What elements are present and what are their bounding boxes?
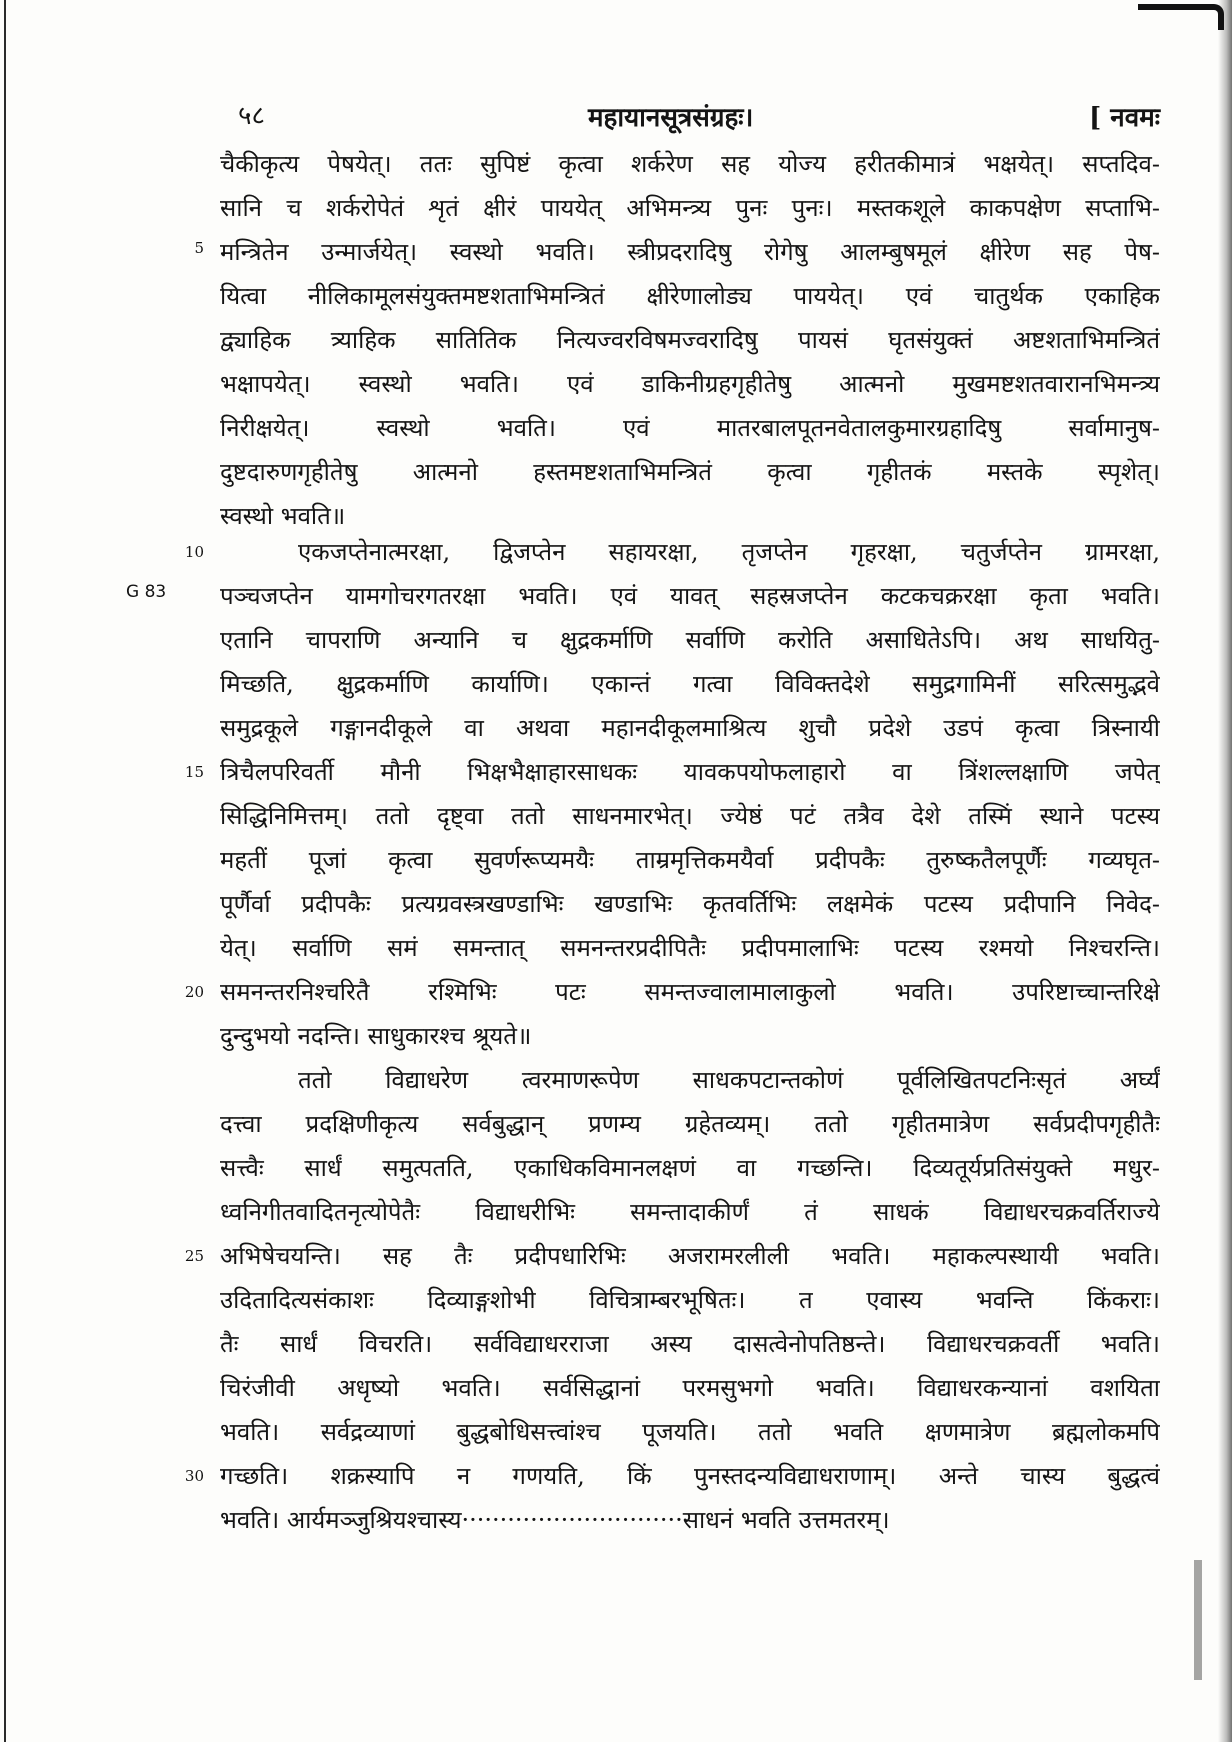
text-line: दुष्टदारुणगृहीतेषु आत्मनो हस्तमष्टशताभिमन्त्रितं कृत्वा गृहीतकं मस्तके स्पृशेत्। <box>220 458 1160 486</box>
text-line: दुन्दुभयो नदन्ति। साधुकारश्च श्रूयते॥ <box>220 1022 532 1050</box>
page-number: ५८ <box>238 101 266 131</box>
text-line: निरीक्षयेत्। स्वस्थो भवति। एवं मातरबालपूतनवेतालकुमारग्रहादिषु सर्वामानुष- <box>220 414 1160 442</box>
section-label: [ नवमः <box>1088 103 1160 133</box>
line-number-10: 10 <box>184 543 204 561</box>
text-line: ततो विद्याधरेण त्वरमाणरूपेण साधकपटान्तकोणं पूर्वलिखितपटनिःसृतं अर्घ्यं <box>298 1066 1160 1094</box>
text-line: महतीं पूजां कृत्वा सुवर्णरूप्यमयैः ताम्रमृत्तिकमयैर्वा प्रदीपकैः तुरुष्कतैलपूर्णैः गव्यघृत- <box>220 846 1160 874</box>
folio-reference: G 83 <box>126 582 167 602</box>
line-number-30: 30 <box>184 1467 204 1485</box>
text-line: त्रिचैलपरिवर्ती मौनी भिक्षभैक्षाहारसाधकः यावकपयोफलाहारो वा त्रिंशल्लक्षाणि जपेत् <box>220 758 1160 786</box>
scan-left-border <box>4 0 6 1742</box>
text-line: स्वस्थो भवति॥ <box>220 502 346 530</box>
text-line: भवति। सर्वद्रव्याणां बुद्धबोधिसत्त्वांश्च पूजयति। ततो भवति क्षणमात्रेण ब्रह्मलोकमपि <box>220 1418 1160 1446</box>
text-line: चिरंजीवी अधृष्यो भवति। सर्वसिद्धानां परमसुभगो भवति। विद्याधरकन्यानां वशयिता <box>220 1374 1160 1402</box>
text-line: सिद्धिनिमित्तम्। ततो दृष्ट्वा ततो साधनमारभेत्। ज्येष्ठं पटं तत्रैव देशे तस्मिं स्थाने पटस्य <box>220 802 1160 830</box>
text-line: मन्त्रितेन उन्मार्जयेत्। स्वस्थो भवति। स्त्रीप्रदरादिषु रोगेषु आलम्बुषमूलं क्षीरेण सह पेष- <box>220 238 1160 266</box>
text-line: पूर्णैर्वा प्रदीपकैः प्रत्यग्रवस्त्रखण्डाभिः खण्डाभिः कृतवर्तिभिः लक्षमेकं पटस्य प्रदीपानि निवेद- <box>220 890 1160 918</box>
text-line: भक्षापयेत्। स्वस्थो भवति। एवं डाकिनीग्रहगृहीतेषु आत्मनो मुखमष्टशतवारानभिमन्त्र्य <box>220 370 1160 398</box>
text-line: समनन्तरनिश्चरितै रश्मिभिः पटः समन्तज्वालामालाकुलो भवति। उपरिष्टाच्चान्तरिक्षे <box>220 978 1160 1006</box>
text-line: मिच्छति, क्षुद्रकर्माणि कार्याणि। एकान्तं गत्वा विविक्तदेशे समुद्रगामिनीं सरित्समुद्भवे <box>220 670 1160 698</box>
text-line: समुद्रकूले गङ्गानदीकूले वा अथवा महानदीकूलमाश्रित्य शुचौ प्रदेशे उडपं कृत्वा त्रिस्नायी <box>220 714 1160 742</box>
text-line: चैकीकृत्य पेषयेत्। ततः सुपिष्टं कृत्वा शर्करेण सह योज्य हरीतकीमात्रं भक्षयेत्। सप्तदिव- <box>220 150 1160 178</box>
scan-right-edge-shadow <box>1218 0 1232 1742</box>
text-line: एतानि चापराणि अन्यानि च क्षुद्रकर्माणि सर्वाणि करोति असाधितेऽपि। अथ साधयितु- <box>220 626 1160 654</box>
text-line: सत्त्वैः सार्धं समुत्पतति, एकाधिकविमानलक्षणं वा गच्छन्ति। दिव्यतूर्यप्रतिसंयुक्ते मधुर- <box>220 1154 1160 1182</box>
text-line: एकजप्तेनात्मरक्षा, द्विजप्तेन सहायरक्षा, तृजप्तेन गृहरक्षा, चतुर्जप्तेन ग्रामरक्षा, <box>298 538 1160 566</box>
line-number-15: 15 <box>184 763 204 781</box>
line-number-20: 20 <box>184 983 204 1001</box>
scan-corner-mark <box>1138 4 1224 30</box>
text-line: अभिषेचयन्ति। सह तैः प्रदीपधारिभिः अजरामरलीली भवति। महाकल्पस्थायी भवति। <box>220 1242 1160 1270</box>
text-line: यित्वा नीलिकामूलसंयुक्तमष्टशताभिमन्त्रितं क्षीरेणालोड्य पाययेत्। एवं चातुर्थक एकाहिक <box>220 282 1160 310</box>
text-line: भवति। आर्यमञ्जुश्रियश्चास्य·····························साधनं भवति उत्तमतरम्। <box>220 1506 890 1534</box>
text-line: पञ्चजप्तेन यामगोचरगतरक्षा भवति। एवं यावत् सहस्रजप्तेन कटकचक्ररक्षा कृता भवति। <box>220 582 1160 610</box>
scan-smudge <box>1194 1560 1202 1680</box>
page-header <box>0 96 1232 136</box>
text-line: सानि च शर्करोपेतं शृतं क्षीरं पाययेत् अभिमन्त्र्य पुनः पुनः। मस्तकशूले काकपक्षेण सप्ताभि- <box>220 194 1160 222</box>
text-line: ध्वनिगीतवादितनृत्योपेतैः विद्याधरीभिः समन्तादाकीर्णं तं साधकं विद्याधरचक्रवर्तिराज्ये <box>220 1198 1160 1226</box>
line-number-25: 25 <box>184 1247 204 1265</box>
text-line: दत्त्वा प्रदक्षिणीकृत्य सर्वबुद्धान् प्रणम्य ग्रहेतव्यम्। ततो गृहीतमात्रेण सर्वप्रदीपगृहीतैः <box>220 1110 1160 1138</box>
text-line: उदितादित्यसंकाशः दिव्याङ्गशोभी विचित्राम्बरभूषितः। त एवास्य भवन्ति किंकराः। <box>220 1286 1160 1314</box>
line-number-5: 5 <box>194 239 204 257</box>
text-line: द्व्याहिक त्र्याहिक सातितिक नित्यज्वरविषमज्वरादिषु पायसं घृतसंयुक्तं अष्टशताभिमन्त्रितं <box>220 326 1160 354</box>
text-line: गच्छति। शक्रस्यापि न गणयति, किं पुनस्तदन्यविद्याधराणाम्। अन्ते चास्य बुद्धत्वं <box>220 1462 1160 1490</box>
text-line: तैः सार्धं विचरति। सर्वविद्याधरराजा अस्य दासत्वेनोपतिष्ठन्ते। विद्याधरचक्रवर्ती भवति। <box>220 1330 1160 1358</box>
running-title: महायानसूत्रसंग्रहः। <box>588 103 754 133</box>
text-line: येत्। सर्वाणि समं समन्तात् समनन्तरप्रदीपितैः प्रदीपमालाभिः पटस्य रश्मयो निश्चरन्ति। <box>220 934 1160 962</box>
